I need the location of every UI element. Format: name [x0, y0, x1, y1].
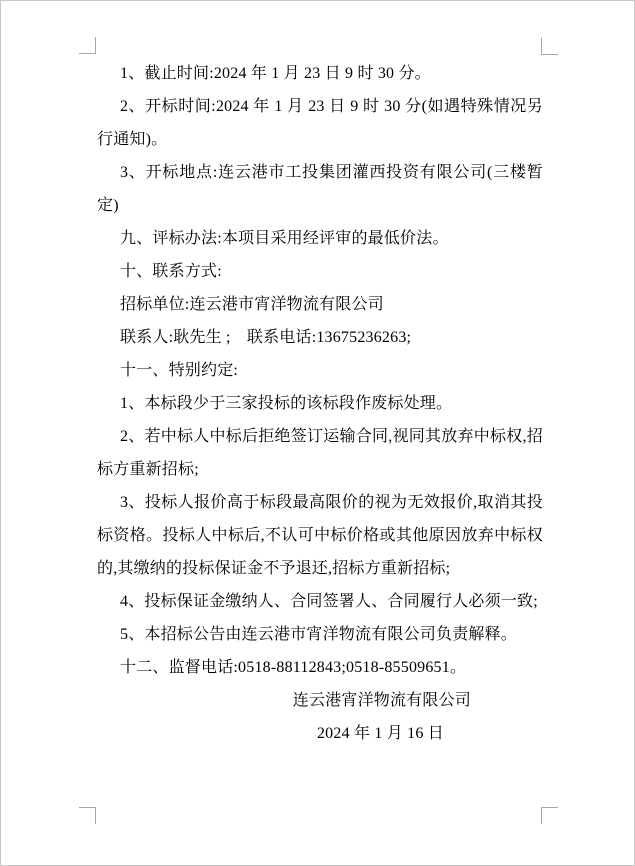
section-9-evaluation-method: 九、评标办法:本项目采用经评审的最低价法。: [120, 230, 449, 247]
document-body: [97, 57, 543, 750]
contact-tendering-unit: 招标单位:连云港市宵洋物流有限公司: [120, 296, 384, 313]
special-agreement-item-1: 1、本标段少于三家投标的该标段作废标处理。: [120, 395, 453, 412]
text-boundary-mark-bottom-right: [541, 807, 558, 824]
special-agreement-item-2: 2、若中标人中标后拒绝签订运输合同,视同其放弃中标权,招标方重新招标;: [97, 428, 543, 478]
section-12-supervision-phone: 十二、监督电话:0518-88112843;0518-85509651。: [120, 659, 467, 676]
section-10-contact-heading: 十、联系方式:: [120, 263, 222, 280]
clause-2-bid-opening-time: 2、开标时间:2024 年 1 月 23 日 9 时 30 分(如遇特殊情况另行通知)。: [97, 98, 543, 148]
special-agreement-item-4: 4、投标保证金缴纳人、合同签署人、合同履行人必须一致;: [120, 593, 538, 610]
clause-1-deadline-time: 1、截止时间:2024 年 1 月 23 日 9 时 30 分。: [120, 65, 431, 82]
special-agreement-item-5: 5、本招标公告由连云港市宵洋物流有限公司负责解释。: [120, 626, 518, 643]
text-boundary-mark-top-right: [541, 38, 558, 55]
special-agreement-item-3: 3、投标人报价高于标段最高限价的视为无效报价,取消其投标资格。投标人中标后,不认可中标价格或其他原因放弃中标权的,其缴纳的投标保证金不予退还,招标方重新招标;: [97, 494, 543, 577]
clause-3-bid-opening-location: 3、开标地点:连云港市工投集团灌西投资有限公司(三楼暂定): [97, 164, 543, 214]
section-11-special-agreement-heading: 十一、特别约定:: [120, 362, 239, 379]
signature-date: 2024 年 1 月 16 日: [316, 725, 444, 742]
text-boundary-mark-top-left: [79, 37, 96, 54]
signature-company-name: 连云港宵洋物流有限公司: [292, 692, 471, 709]
text-boundary-mark-bottom-left: [79, 807, 96, 824]
contact-person-and-phone: 联系人:耿先生 ; 联系电话:13675236263;: [120, 329, 412, 346]
